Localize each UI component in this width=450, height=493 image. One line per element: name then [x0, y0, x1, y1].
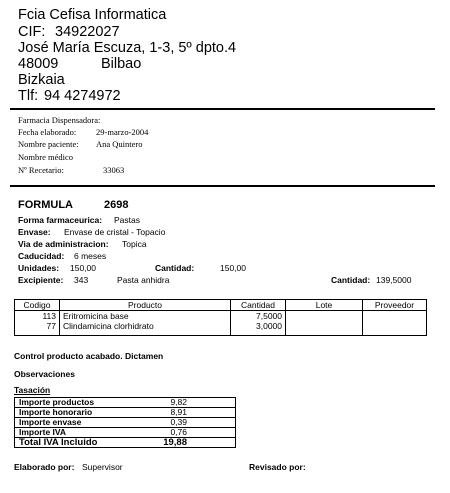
tasacion-total-row	[15, 438, 236, 448]
excipiente-name: Pasta anhidra	[117, 275, 170, 285]
elaborado-value: Supervisor	[82, 462, 123, 472]
tasacion-value: 0,39	[115, 418, 191, 428]
tasacion-title: Tasación	[14, 385, 51, 395]
tasacion-total-label: Total IVA Incluido	[19, 437, 98, 448]
via-label: Via de administracion:	[18, 239, 109, 249]
tasacion-spacer	[191, 428, 236, 438]
header-lote: Lote	[286, 300, 363, 311]
tasacion-spacer	[191, 438, 236, 448]
tasacion-spacer	[191, 408, 236, 418]
row-product: Clindamicina clorhidrato	[60, 321, 231, 336]
control-title: Control producto acabado. Dictamen	[14, 351, 164, 361]
tasacion-label: Importe envase	[15, 418, 116, 428]
tasacion-value: 8,91	[115, 408, 191, 418]
patient-label: Nombre paciente:	[18, 139, 79, 149]
products-table	[14, 299, 427, 336]
form-label: Forma farmaceurica:	[18, 215, 103, 225]
tasacion-value: 9,82	[115, 398, 191, 408]
header-proveedor: Proveedor	[363, 300, 427, 311]
caducidad-value: 6 meses	[74, 251, 107, 261]
doctor-label: Nombre médico	[18, 152, 73, 162]
tasacion-row	[15, 428, 236, 438]
envase-label: Envase:	[18, 227, 51, 237]
table-row	[15, 311, 427, 322]
formula-number: 2698	[104, 199, 129, 211]
divider-middle	[10, 185, 435, 187]
row-lote	[286, 311, 363, 322]
tasacion-label: Importe IVA	[15, 428, 116, 438]
table-row	[15, 321, 427, 336]
form-value: Pastas	[114, 215, 140, 225]
tasacion-label: Importe honorario	[15, 408, 116, 418]
recetario-value: 33063	[103, 165, 125, 175]
tasacion-total-value: 19,88	[163, 437, 187, 448]
row-qty: 3,0000	[231, 321, 286, 336]
pharmacy-name: Fcia Cefisa Informatica	[18, 7, 167, 23]
formula-title: FORMULA	[18, 199, 73, 211]
phone-value: 94 4274972	[44, 88, 121, 104]
cif-value: 34922027	[55, 24, 120, 40]
tasacion-row	[15, 418, 236, 428]
via-value: Topica	[122, 239, 147, 249]
recetario-label: Nº Recetario:	[18, 165, 64, 175]
excipiente-code: 343	[74, 275, 89, 285]
envase-value: Envase de cristal - Topacio	[64, 227, 166, 237]
province: Bizkaia	[18, 72, 65, 88]
tasacion-label: Importe productos	[15, 398, 116, 408]
tasacion-spacer	[191, 398, 236, 408]
row-code: 113	[15, 311, 60, 322]
date-label: Fecha elaborado:	[18, 127, 77, 137]
tasacion-table	[14, 397, 236, 448]
header-producto: Producto	[60, 300, 231, 311]
row-lote	[286, 321, 363, 336]
postal-code: 48009	[18, 56, 59, 72]
patient-value: Ana Quintero	[96, 139, 143, 149]
tasacion-spacer	[191, 418, 236, 428]
cif-label: CIF:	[18, 24, 46, 40]
cantidad-label: Cantidad:	[155, 263, 195, 273]
revisado-label: Revisado por:	[249, 462, 306, 472]
phone-label: Tlf:	[18, 88, 39, 104]
excipiente-label: Excipiente:	[18, 275, 64, 285]
row-product: Eritromicina base	[60, 311, 231, 322]
row-prov	[363, 321, 427, 336]
dispensing-title: Farmacia Dispensadora:	[18, 115, 101, 125]
cantidad2-label: Cantidad:	[331, 275, 371, 285]
city: Bilbao	[101, 56, 142, 72]
header-codigo: Codigo	[15, 300, 60, 311]
row-code: 77	[15, 321, 60, 336]
tasacion-row	[15, 398, 236, 408]
products-header-row	[15, 300, 427, 311]
row-qty: 7,5000	[231, 311, 286, 322]
observations-title: Observaciones	[14, 369, 75, 379]
header-cantidad: Cantidad	[231, 300, 286, 311]
unidades-value: 150,00	[70, 263, 96, 273]
tasacion-value: 0,76	[115, 428, 191, 438]
row-prov	[363, 311, 427, 322]
caducidad-label: Caducidad:	[18, 251, 65, 261]
divider-top	[10, 108, 435, 110]
elaborado-label: Elaborado por:	[14, 462, 75, 472]
cantidad-value: 150,00	[220, 263, 246, 273]
tasacion-row	[15, 408, 236, 418]
date-value: 29-marzo-2004	[96, 127, 149, 137]
pharmacy-address: José María Escuza, 1-3, 5º dpto.4	[18, 40, 237, 56]
unidades-label: Unidades:	[18, 263, 60, 273]
cantidad2-value: 139,5000	[376, 275, 412, 285]
